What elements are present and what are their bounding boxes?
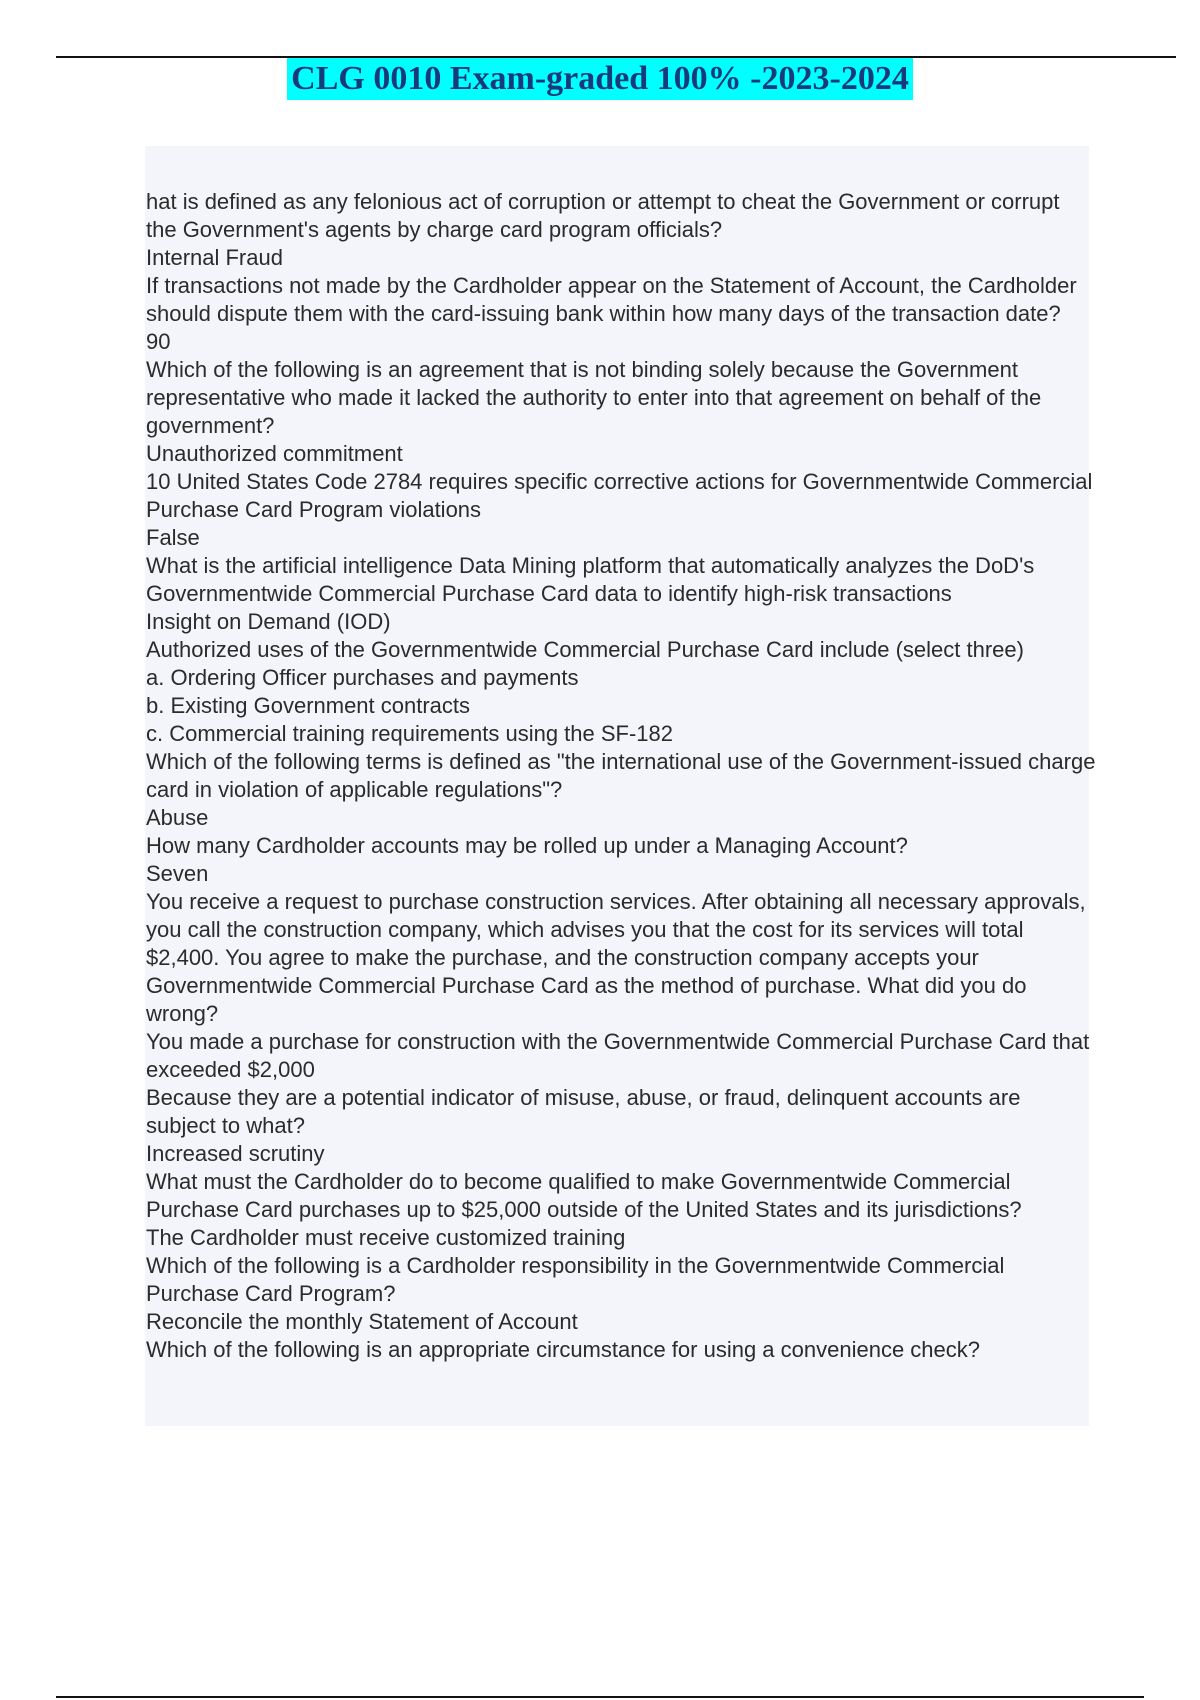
question-line: Because they are a potential indicator of misuse, abuse, or fraud, delinquent accounts are subject to what? (146, 1085, 1021, 1138)
answer-line: Insight on Demand (IOD) (146, 609, 391, 634)
answer-line: a. Ordering Officer purchases and payments (146, 665, 579, 690)
answer-line: Increased scrutiny (146, 1141, 325, 1166)
answer-line: 90 (146, 329, 171, 354)
answer-line: Reconcile the monthly Statement of Account (146, 1309, 578, 1334)
question-line: How many Cardholder accounts may be rolled up under a Managing Account? (146, 833, 908, 858)
answer-line: Unauthorized commitment (146, 441, 403, 466)
question-line: Which of the following is an agreement that is not binding solely because the Government representative who made it lacked the authority to enter into that agreement on behalf of the government? (146, 357, 1042, 438)
question-line: Which of the following is a Cardholder responsibility in the Governmentwide Commercial Purchase Card Program? (146, 1253, 1005, 1306)
question-line: hat is defined as any felonious act of corruption or attempt to cheat the Government or corrupt the Government's agents by charge card program officials? (146, 189, 1060, 242)
question-line: Which of the following terms is defined as "the international use of the Government-issued charge card in violation of applicable regulations"? (146, 749, 1096, 802)
question-line: Which of the following is an appropriate circumstance for using a convenience check? (146, 1337, 981, 1362)
answer-line: c. Commercial training requirements using the SF-182 (146, 721, 674, 746)
answer-line: Abuse (146, 805, 209, 830)
question-line: What must the Cardholder do to become qualified to make Governmentwide Commercial Purchase Card purchases up to $25,000 outside of the United States and its jurisdictions? (146, 1169, 1022, 1222)
answer-line: False (146, 525, 200, 550)
question-line: 10 United States Code 2784 requires specific corrective actions for Governmentwide Commercial Purchase Card Program violations (146, 469, 1093, 522)
question-line: If transactions not made by the Cardholder appear on the Statement of Account, the Cardholder should dispute them with the card-issuing bank within how many days of the transaction date? (146, 273, 1077, 326)
qa-list (146, 188, 1096, 1364)
answer-line: Seven (146, 861, 209, 886)
question-line: You receive a request to purchase construction services. After obtaining all necessary approvals, you call the construction company, which advises you that the cost for its services will total $2,400. You agree to make the purchase, and the construction company accepts your Governmentwide Commercial Purchase Card as the method of purchase. What did you do wrong? (146, 889, 1086, 1026)
bottom-divider (56, 1696, 1144, 1698)
answer-line: Internal Fraud (146, 245, 283, 270)
document-title: CLG 0010 Exam-graded 100% -2023-2024 (287, 58, 913, 100)
answer-line: b. Existing Government contracts (146, 693, 471, 718)
answer-line: You made a purchase for construction with the Governmentwide Commercial Purchase Card that exceeded $2,000 (146, 1029, 1090, 1082)
question-line: Authorized uses of the Governmentwide Commercial Purchase Card include (select three) (146, 637, 1024, 662)
answer-line: The Cardholder must receive customized training (146, 1225, 626, 1250)
question-line: What is the artificial intelligence Data Mining platform that automatically analyzes the DoD's Governmentwide Commercial Purchase Card data to identify high-risk transactions (146, 553, 1035, 606)
title-container (0, 58, 1200, 100)
